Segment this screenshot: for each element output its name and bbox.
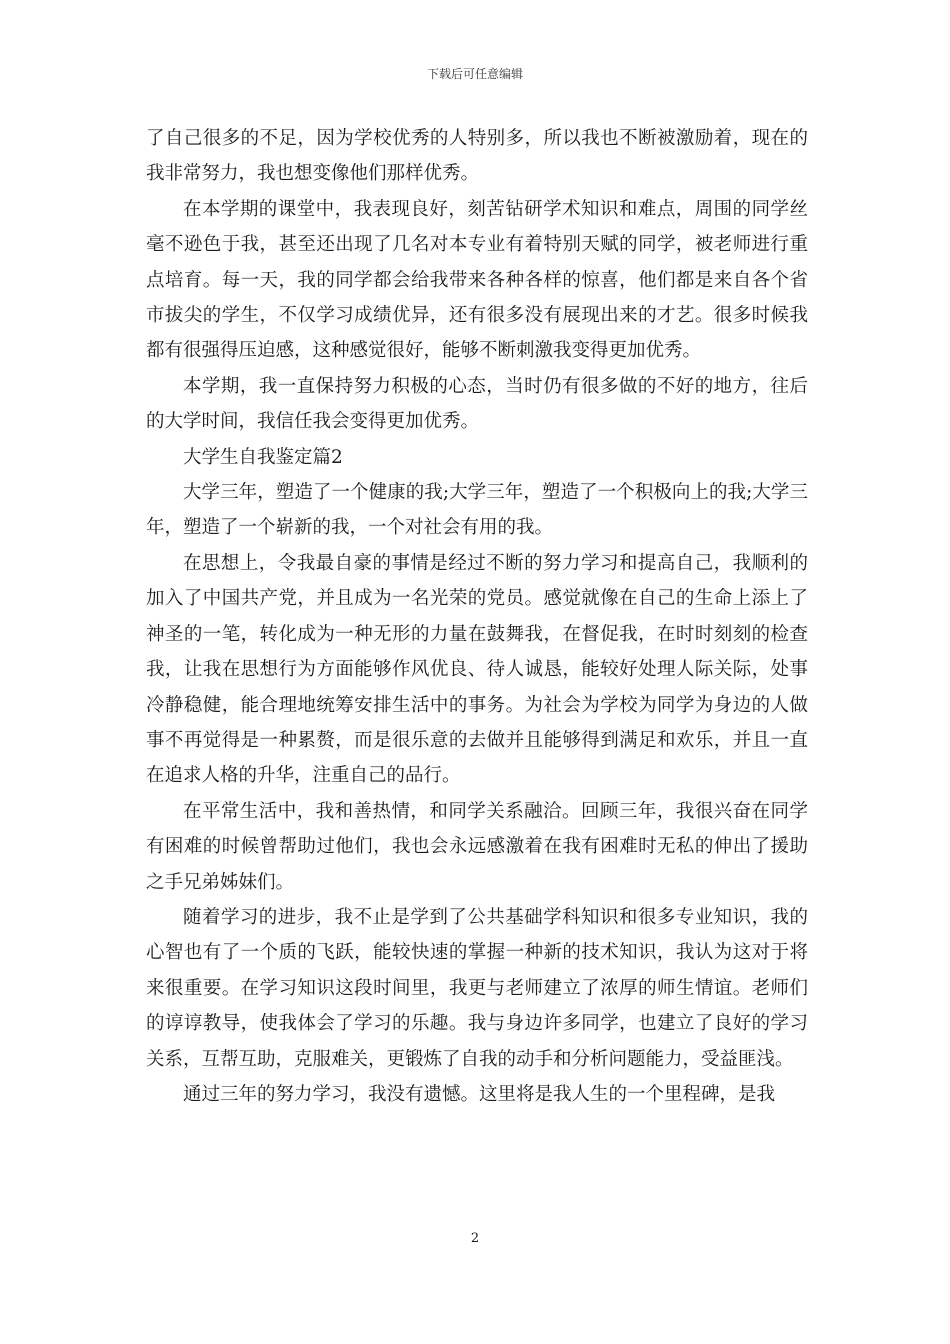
paragraph: 在思想上，令我最自豪的事情是经过不断的努力学习和提高自己，我顺利的加入了中国共产党，并且成为一名光荣的党员。感觉就像在自己的生命上添上了神圣的一笔，转化成为一种无形的力量在鼓舞我，在督促我，在时时刻刻的检查我，让我在思想行为方面能够作风优良、待人诚恳，能较好处理人际关际，处事冷静稳健，能合理地统筹安排生活中的事务。为社会为学校为同学为身边的人做事不再觉得是一种累赘，而是很乐意的去做并且能够得到满足和欢乐，并且一直在追求人格的升华，注重自己的品行。 <box>146 552 808 787</box>
paragraph: 本学期，我一直保持努力积极的心态，当时仍有很多做的不好的地方，往后的大学时间，我信任我会变得更加优秀。 <box>146 375 808 433</box>
paragraph: 在平常生活中，我和善热情，和同学关系融洽。回顾三年，我很兴奋在同学有困难的时候曾帮助过他们，我也会永远感激着在我有困难时无私的伸出了援助之手兄弟姊妹们。 <box>146 800 808 893</box>
paragraph: 了自己很多的不足，因为学校优秀的人特别多，所以我也不断被激励着，现在的我非常努力，我也想变像他们那样优秀。 <box>146 128 808 185</box>
paragraph: 大学三年，塑造了一个健康的我;大学三年，塑造了一个积极向上的我;大学三年，塑造了一个崭新的我，一个对社会有用的我。 <box>146 482 808 539</box>
page-number: 2 <box>470 1231 480 1246</box>
paragraph: 随着学习的进步，我不止是学到了公共基础学科知识和很多专业知识，我的心智也有了一个质的飞跃，能较快速的掌握一种新的技术知识，我认为这对于将来很重要。在学习知识这段时间里，我更与老师建立了浓厚的师生情谊。老师们的谆谆教导，使我体会了学习的乐趣。我与身边许多同学，也建立了良好的学习关系，互帮互助，克服难关，更锻炼了自我的动手和分析问题能力，受益匪浅。 <box>146 906 808 1070</box>
section-heading: 大学生自我鉴定篇2 <box>183 446 343 468</box>
paragraph: 通过三年的努力学习，我没有遗憾。这里将是我人生的一个里程碑，是我 <box>183 1083 776 1105</box>
document-body <box>146 121 808 1112</box>
page-header: 下载后可任意编辑 <box>426 67 523 81</box>
paragraph: 在本学期的课堂中，我表现良好，刻苦钻研学术知识和难点，周围的同学丝毫不逊色于我，甚至还出现了几名对本专业有着特别天赋的同学，被老师进行重点培育。每一天，我的同学都会给我带来各种各样的惊喜，他们都是来自各个省市拔尖的学生，不仅学习成绩优异，还有很多没有展现出来的才艺。很多时候我都有很强得压迫感，这种感觉很好，能够不断刺激我变得更加优秀。 <box>146 198 808 362</box>
